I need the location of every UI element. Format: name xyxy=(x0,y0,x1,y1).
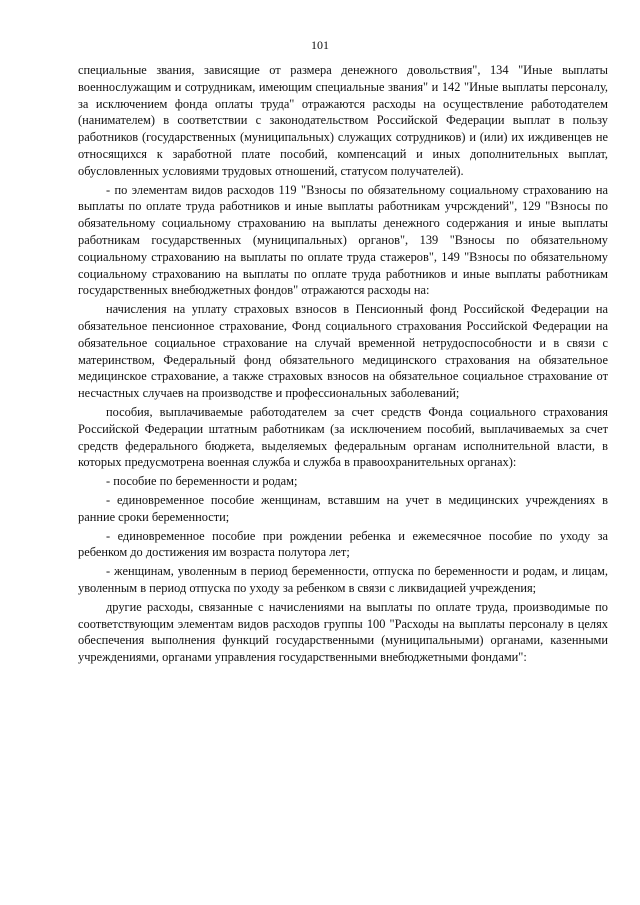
paragraph-insurance-accruals: начисления на уплату страховых взносов в Пенсионный фонд Российской Федерации на обязательное пенсионное страхование, Фонд социального страхования Российской Федерации на обязательное социальное страхование на случай временной нетрудоспособности и в связи с материнством, Федеральный фонд обязательного медицинского страхования на обязательное медицинское страхование, а также страховых взносов на обязательное социальное страхование от несчастных случаев на производстве и профессиональных заболеваний; xyxy=(78,302,608,401)
document-body xyxy=(78,62,608,666)
paragraph-employer-benefits: пособия, выплачиваемые работодателем за счет средств Фонда социального страхования Российской Федерации штатным работникам (за исключением пособий, выплачиваемых за счет средств федерального бюджета, выделяемых федеральным органам исполнительной власти, в которых предусмотрена военная служба и служба в правоохранительных органах): xyxy=(78,404,608,470)
page-number: 101 xyxy=(311,38,329,52)
paragraph-contribution-elements: - по элементам видов расходов 119 "Взносы по обязательному социальному страхованию на выплаты по оплате труда работников и иные выплаты работникам учрсждений", 129 "Взносы по обязательному социальному страхованию на выплаты денежного содержания и иные выплаты работникам государственных (муниципальных) органов", 139 "Взносы по обязательному социальному страхованию на выплаты по оплате труда стажеров", 149 "Взносы по обязательному социальному страхованию на выплаты по оплате труда работников и иные выплаты работникам государственных внебюджетных фондов" отражаются расходы на: xyxy=(78,182,608,298)
list-item-dismissed-women: - женщинам, уволенным в период беременности, отпуска по беременности и родам, и лицам, уволенным в период отпуска по уходу за ребенком в связи с ликвидацией учреждения; xyxy=(78,564,608,595)
list-item-maternity-benefit: - пособие по беременности и родам; xyxy=(106,474,298,489)
paragraph-continuation: специальные звания, зависящие от размера денежного довольствия", 134 "Иные выплаты военнослужащим и сотрудникам, имеющим специальные звания" и 142 "Иные выплаты персоналу, за исключением фонда оплаты труда" отражаются расходы на осуществление работодателем (нанимателем) в соответствии с законодательством Российской Федерации выплат в пользу работников (государственных (муниципальных) служащих сотрудников) и (или) их иждивенцев не относящихся к заработной плате пособий, компенсаций и иных дополнительных выплат, обусловленных условиями трудовых отношений, статусом получателей). xyxy=(78,63,608,178)
list-item-childbirth-childcare-benefit: - единовременное пособие при рождении ребенка и ежемесячное пособие по уходу за ребенком до достижения им возраста полутора лет; xyxy=(78,528,608,560)
list-item-early-registration-benefit: - единовременное пособие женщинам, вставшим на учет в медицинских учреждениях в ранние сроки беременности; xyxy=(78,492,608,524)
paragraph-other-expenses: другие расходы, связанные с начислениями на выплаты по оплате труда, производимые по соответствующим элементам видов расходов группы 100 "Расходы на выплаты персоналу в целях обеспечения выполнения функций государственными (муниципальными) органами, казенными учреждениями, органами управления государственными внебюджетными фондами": xyxy=(78,599,608,665)
